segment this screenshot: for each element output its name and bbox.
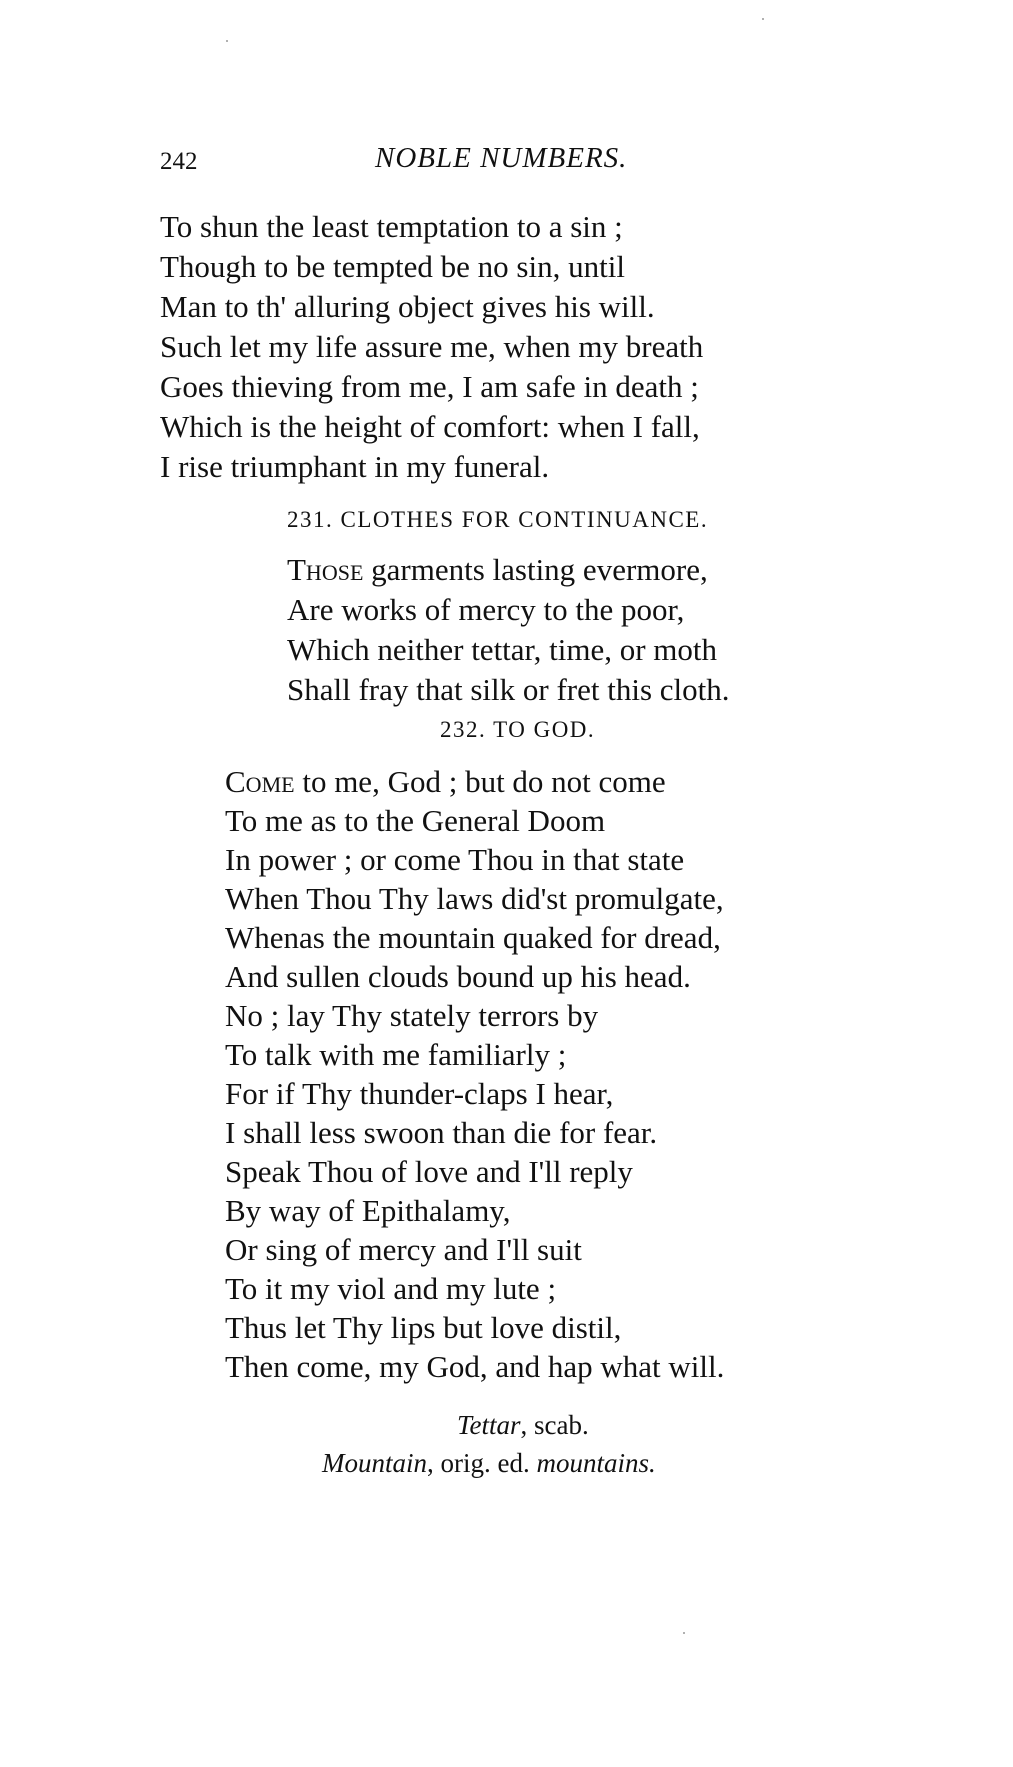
verse-line: And sullen clouds bound up his head. (225, 959, 691, 994)
scan-speck (762, 18, 764, 20)
verse-line: To me as to the General Doom (225, 803, 606, 838)
verse-line: By way of Epithalamy, (225, 1193, 511, 1228)
running-title: NOBLE NUMBERS. (375, 142, 628, 174)
scan-speck (226, 40, 228, 42)
verse-line: I shall less swoon than die for fear. (225, 1115, 658, 1150)
verse-line: Or sing of mercy and I'll suit (225, 1232, 582, 1267)
verse-line: Such let my life assure me, when my breath (160, 329, 704, 364)
verse-line: Goes thieving from me, I am safe in death ; (160, 369, 699, 404)
footnote-term: mountains. (536, 1448, 656, 1478)
poem-232-heading: 232. TO GOD. (440, 717, 596, 742)
verse-line: No ; lay Thy stately terrors by (225, 998, 599, 1033)
verse-line: Shall fray that silk or fret this cloth. (287, 672, 730, 707)
footnote-term: Mountain (322, 1448, 427, 1478)
verse-line-rest: to me, God ; but do not come (294, 764, 666, 799)
verse-line: Though to be tempted be no sin, until (160, 249, 625, 284)
footnote-text: , orig. ed. (427, 1448, 537, 1478)
verse-line: Are works of mercy to the poor, (287, 592, 685, 627)
scan-speck (683, 1632, 685, 1634)
verse-line: Speak Thou of love and I'll reply (225, 1154, 633, 1189)
verse-line-rest: garments lasting evermore, (363, 552, 708, 587)
verse-line: Man to th' alluring object gives his will. (160, 289, 655, 324)
poem-231-heading: 231. CLOTHES FOR CONTINUANCE. (287, 507, 709, 532)
footnote-text: , scab. (520, 1410, 589, 1440)
verse-line (287, 550, 708, 590)
drop-word: Those (287, 552, 364, 587)
verse-line: Whenas the mountain quaked for dread, (225, 920, 721, 955)
verse-line: When Thou Thy laws did'st promulgate, (225, 881, 724, 916)
verse-line: Thus let Thy lips but love distil, (225, 1310, 622, 1345)
verse-line: To shun the least temptation to a sin ; (160, 209, 623, 244)
verse-line: To talk with me familiarly ; (225, 1037, 567, 1072)
footnote (322, 1443, 656, 1483)
verse-line: In power ; or come Thou in that state (225, 842, 685, 877)
verse-line: Then come, my God, and hap what will. (225, 1349, 725, 1384)
drop-word: Come (225, 764, 295, 799)
verse-line: To it my viol and my lute ; (225, 1271, 557, 1306)
verse-line: Which neither tettar, time, or moth (287, 632, 718, 667)
footnote-term: Tettar (457, 1410, 521, 1440)
footnote (457, 1405, 589, 1445)
verse-line (225, 762, 666, 802)
verse-line: For if Thy thunder-claps I hear, (225, 1076, 614, 1111)
verse-line: Which is the height of comfort: when I fall, (160, 409, 700, 444)
page-number: 242 (160, 148, 198, 175)
verse-line: I rise triumphant in my funeral. (160, 449, 550, 484)
